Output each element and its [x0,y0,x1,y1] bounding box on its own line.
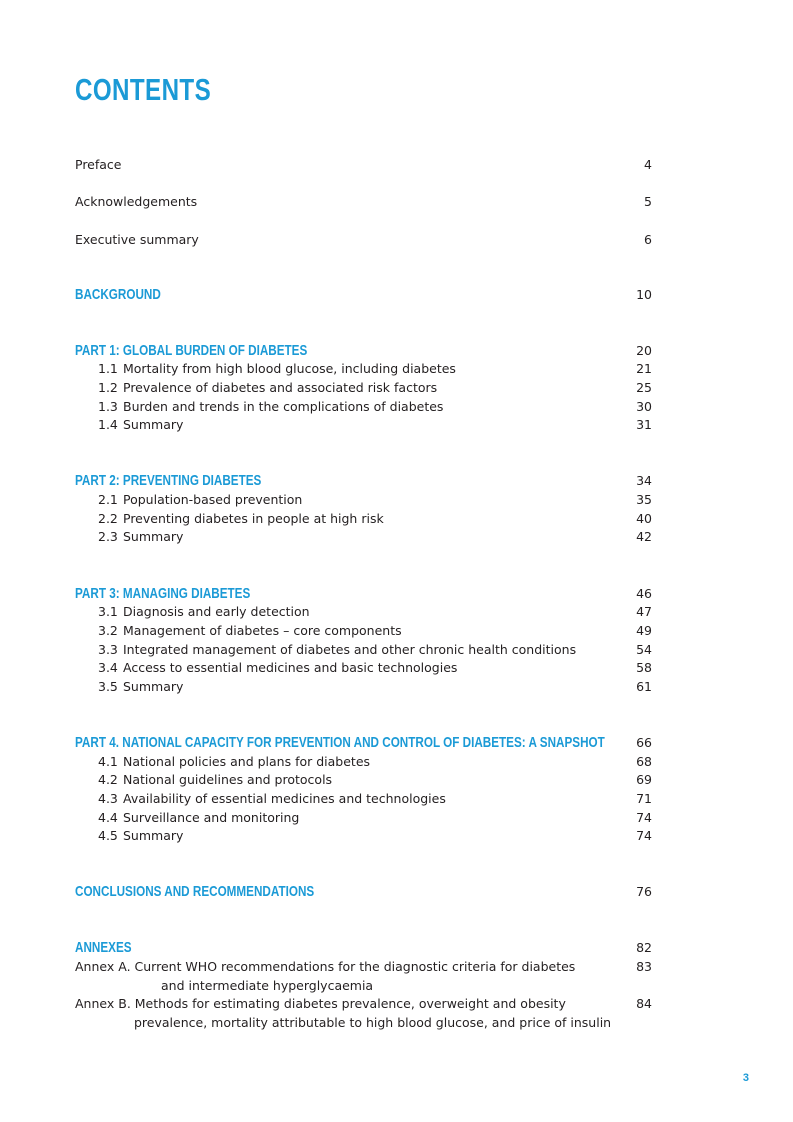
subentry-number: 3.4 [98,660,118,675]
toc-subentry[interactable] [75,752,652,772]
subentry-label: Access to essential medicines and basic technologies [123,660,458,675]
toc-page-number: 83 [636,959,652,974]
toc-subentry[interactable] [75,602,652,622]
toc-page-number: 25 [636,380,652,395]
subentry-label: Population-based prevention [123,492,303,507]
subentry-number: 1.1 [98,361,118,376]
subentry-label: Summary [123,417,184,432]
subentry-number: 1.3 [98,399,118,414]
subentry-number: 4.1 [98,754,118,769]
toc-subentry[interactable] [75,415,652,435]
section-heading: ANNEXES [75,939,132,956]
toc-subentry[interactable] [75,808,652,828]
toc-page-number: 47 [636,604,652,619]
subentry-label: Preventing diabetes in people at high risk [123,511,384,526]
toc-subentry[interactable] [75,640,652,660]
toc-page-number: 74 [636,828,652,843]
toc-section-background[interactable] [75,285,652,305]
toc-page-number: 76 [636,884,652,899]
section-heading: PART 2: PREVENTING DIABETES [75,472,262,489]
toc-page-number: 5 [644,194,652,209]
toc-page-number: 54 [636,642,652,657]
toc-subentry[interactable] [75,527,652,547]
toc-subentry[interactable] [75,397,652,417]
toc-page-number: 71 [636,791,652,806]
toc-page-number: 42 [636,529,652,544]
page-title: CONTENTS [75,72,212,107]
subentry-number: 1.2 [98,380,118,395]
toc-subentry[interactable] [75,359,652,379]
subentry-label: Summary [123,679,184,694]
subentry-label: Prevalence of diabetes and associated risk factors [123,380,438,395]
toc-entry-preface[interactable] [75,155,652,175]
subentry-number: 2.2 [98,511,118,526]
toc-page-number: 66 [636,735,652,750]
toc-page-number: 49 [636,623,652,638]
toc-entry-executive-summary[interactable] [75,230,652,250]
toc-page-number: 4 [644,157,652,172]
toc-section-part2[interactable] [75,471,652,491]
subentry-number: 3.3 [98,642,118,657]
toc-annex-b[interactable] [75,994,652,1014]
toc-entry-label: Executive summary [75,232,199,247]
annex-label-continuation: and intermediate hyperglycaemia [161,978,374,993]
subentry-number: 2.1 [98,492,118,507]
subentry-number: 3.5 [98,679,118,694]
toc-subentry[interactable] [75,789,652,809]
section-heading: PART 1: GLOBAL BURDEN OF DIABETES [75,342,308,359]
toc-annex-a[interactable] [75,957,652,977]
toc-subentry[interactable] [75,826,652,846]
subentry-label: Management of diabetes – core components [123,623,402,638]
subentry-label: Summary [123,828,184,843]
toc-page-number: 61 [636,679,652,694]
annex-label: Annex A. Current WHO recommendations for the diagnostic criteria for diabetes [75,959,576,974]
section-heading: PART 3: MANAGING DIABETES [75,585,251,602]
toc-page-number: 82 [636,940,652,955]
section-heading: CONCLUSIONS AND RECOMMENDATIONS [75,883,315,900]
toc-subentry[interactable] [75,490,652,510]
subentry-label: Integrated management of diabetes and other chronic health conditions [123,642,577,657]
toc-section-part3[interactable] [75,584,652,604]
subentry-label: Burden and trends in the complications of diabetes [123,399,444,414]
toc-page-number: 46 [636,586,652,601]
toc-entry-acknowledgements[interactable] [75,192,652,212]
toc-section-part4[interactable] [75,733,652,753]
section-heading: PART 4. NATIONAL CAPACITY FOR PREVENTION AND CONTROL OF DIABETES: A SNAPSHOT [75,734,605,751]
subentry-label: Summary [123,529,184,544]
toc-subentry[interactable] [75,658,652,678]
toc-page-number: 74 [636,810,652,825]
subentry-number: 3.1 [98,604,118,619]
subentry-label: Surveillance and monitoring [123,810,300,825]
toc-entry-label: Preface [75,157,122,172]
toc-section-annexes[interactable] [75,938,652,958]
toc-page-number: 69 [636,772,652,787]
subentry-label: Mortality from high blood glucose, including diabetes [123,361,456,376]
toc-page-number: 84 [636,996,652,1011]
subentry-label: National policies and plans for diabetes [123,754,371,769]
toc-page-number: 20 [636,343,652,358]
toc-page-number: 34 [636,473,652,488]
annex-label: Annex B. Methods for estimating diabetes prevalence, overweight and obesity [75,996,566,1011]
subentry-number: 4.3 [98,791,118,806]
toc-page-number: 21 [636,361,652,376]
toc-section-part1[interactable] [75,341,652,361]
subentry-label: National guidelines and protocols [123,772,333,787]
subentry-number: 3.2 [98,623,118,638]
toc-page-number: 40 [636,511,652,526]
toc-subentry[interactable] [75,677,652,697]
toc-subentry[interactable] [75,621,652,641]
subentry-number: 4.4 [98,810,118,825]
subentry-number: 4.5 [98,828,118,843]
toc-entry-label: Acknowledgements [75,194,198,209]
section-heading: BACKGROUND [75,286,161,303]
page-number: 3 [742,1072,749,1084]
annex-label-continuation: prevalence, mortality attributable to high blood glucose, and price of insulin [134,1015,612,1030]
toc-page-number: 68 [636,754,652,769]
toc-page-number: 6 [644,232,652,247]
toc-page-number: 31 [636,417,652,432]
subentry-label: Availability of essential medicines and technologies [123,791,446,806]
subentry-number: 4.2 [98,772,118,787]
toc-subentry[interactable] [75,509,652,529]
subentry-label: Diagnosis and early detection [123,604,310,619]
subentry-number: 2.3 [98,529,118,544]
toc-subentry[interactable] [75,378,652,398]
toc-page-number: 30 [636,399,652,414]
subentry-number: 1.4 [98,417,118,432]
toc-section-conclusions[interactable] [75,882,652,902]
toc-page-number: 10 [636,287,652,302]
toc-page-number: 58 [636,660,652,675]
toc-subentry[interactable] [75,770,652,790]
toc-page-number: 35 [636,492,652,507]
